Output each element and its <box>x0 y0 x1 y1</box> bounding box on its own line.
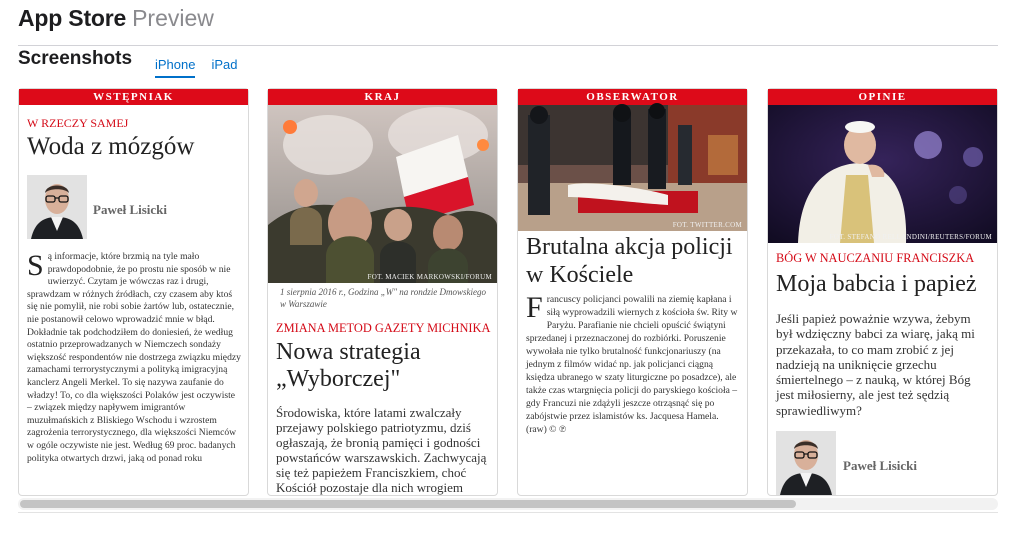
screenshots-heading: Screenshots <box>18 48 133 69</box>
section-bar: OPINIE <box>768 89 997 105</box>
kicker: ZMIANA METOD GAZETY MICHNIKA <box>276 321 491 335</box>
photo-caption: 1 sierpnia 2016 r., Godzina „W" na rondzie Dmowskiego w Warszawie <box>280 287 486 309</box>
article-photo <box>518 105 747 231</box>
article-photo <box>268 105 497 283</box>
screenshot-4[interactable] <box>767 88 998 496</box>
screenshot-2[interactable] <box>267 88 498 496</box>
author-photo <box>776 431 836 495</box>
kicker: W RZECZY SAMEJ <box>27 116 129 130</box>
article-photo <box>768 105 997 243</box>
screenshot-3[interactable] <box>517 88 748 496</box>
author-name: Paweł Lisicki <box>843 458 918 473</box>
section-bar: OBSERWATOR <box>518 89 747 105</box>
photo-credit: FOT. STEFANO RELLANDINI/REUTERS/FORUM <box>829 233 992 241</box>
screenshot-strip[interactable] <box>18 88 998 496</box>
headline: Woda z mózgów <box>27 133 195 160</box>
author-name: Paweł Lisicki <box>93 202 168 217</box>
drop-cap: S <box>27 249 44 282</box>
headline: Moja babcia i papież <box>776 271 977 297</box>
headline: Nowa strategia „Wyborczej" <box>276 339 421 392</box>
header-divider <box>18 45 998 46</box>
section-bar: KRAJ <box>268 89 497 105</box>
section-bar: WSTĘPNIAK <box>19 89 248 105</box>
headline: Brutalna akcja policji w Kościele <box>526 234 733 288</box>
article-text: rancuscy policjanci powalili na ziemię kapłana i siłą wyprowadzili wiernych z kościoła św. Rity w Paryżu. Parafianie nie chcieli opuścić świątyni sprzedanej i przeznaczonej do rozbiórki. Poruszenie wywołała nie tylko brutalność funkcjonariuszy (na jednym z filmów widać np. jak policjanci ciągną księdza ubranego w szaty liturgiczne po posadzce), ale także czas wtargnięcia policji do paryskiego kościoła – gdy Francuzi nie zdążyli jeszcze otrząsnąć się po zabójstwie przez islamistów ks. Jacquesa Hamela. (raw) © ℗ <box>526 294 738 435</box>
photo-credit: FOT. TWITTER.COM <box>672 221 742 229</box>
app-store-title: App Store <box>18 5 127 31</box>
tab-ipad[interactable]: iPad <box>211 57 238 72</box>
photo-credit: FOT. MACIEK MARKOWSKI/FORUM <box>367 273 492 281</box>
author-photo <box>27 175 87 239</box>
screenshot-1[interactable] <box>18 88 249 496</box>
device-tabs <box>155 57 238 78</box>
article-text: ą informacje, które brzmią na tyle mało prawdopodobnie, że po prostu nie sposób w nie uwierzyć. Czytam je wówczas raz i drugi, sprawdzam w różnych źródłach, czy czasem aby ktoś się nie pomylił, nie robi sobie żartów lub, ostatecznie, nie postanowił celowo wprowadzić mnie w błąd. Dokładnie tak podchodziłem do doniesień, że według ostatnio przeprowadzanych w Niemczech sondaży większość respondentów nie dostrzega związku między zamachami terrorystycznymi a polityką imigracyjną kanclerz Angeli Merkel. To się nazywa zaufanie do władzy! To, co dla większości Polaków jest oczywiste – związek między napływem imigrantów muzułmańskich z Bliskiego Wschodu i wzrostem zagrożenia terrorystycznego, dla większości Niemców w ogóle oczywiste nie jest. Według 69 proc. badanych polityka otwartych drzwi, jaką od ponad roku <box>27 251 241 464</box>
preview-subtitle: Preview <box>132 5 214 31</box>
article-body <box>526 293 740 436</box>
article-body: Środowiska, które latami zwalczały przejawy polskiego patriotyzmu, dziś ogłaszają, że bronią pamięci i godności powstańców warszawskich. Zachwycają się też papieżem Franciszkiem, choć Kościół pozostaje dla nich wrogiem <box>276 405 487 495</box>
drop-cap: F <box>526 291 543 324</box>
kicker: BÓG W NAUCZANIU FRANCISZKA <box>776 251 975 265</box>
tab-iphone[interactable]: iPhone <box>155 57 195 78</box>
bottom-divider <box>18 512 998 513</box>
article-body: Jeśli papież poważnie wzywa, żebym był wdzięczny babci za wiarę, jaką mi przekazała, to co mam zrobić z jej nadzieją na uniknięcie grzechu śmiertelnego – z nauką, w której Bóg jest miłosierny, ale jest też sędzią sprawiedliwym? <box>776 311 975 418</box>
article-body <box>27 251 241 465</box>
scrollbar-thumb[interactable] <box>20 500 796 508</box>
page-header <box>18 5 214 35</box>
